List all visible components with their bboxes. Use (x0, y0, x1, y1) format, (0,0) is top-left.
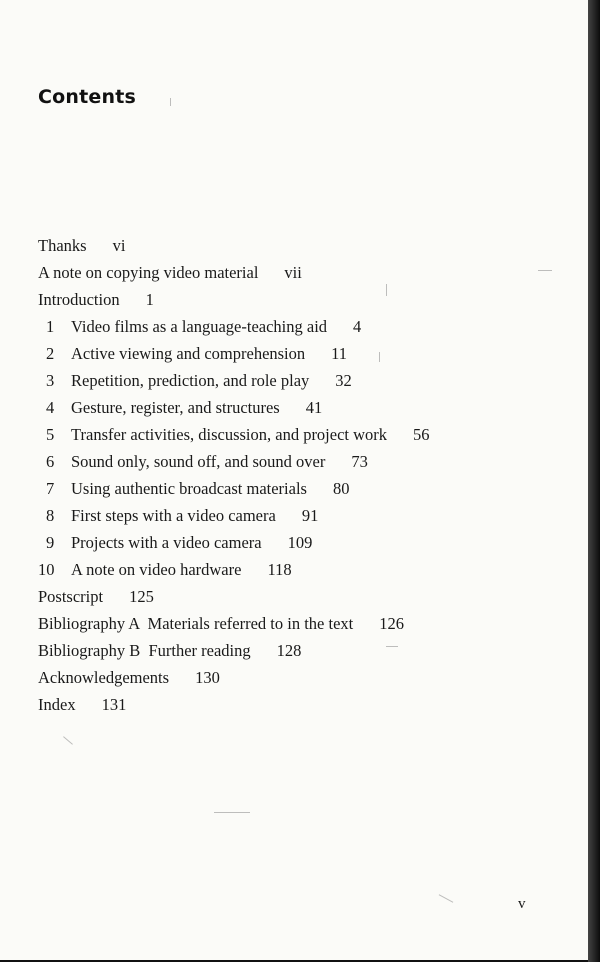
scan-speck (538, 270, 552, 271)
toc-entry-bibliography-b (38, 637, 430, 664)
entry-page: 41 (305, 398, 323, 417)
entry-title: A note on copying video material (38, 263, 259, 282)
entry-title: Repetition, prediction, and role play (71, 371, 310, 390)
entry-page: 73 (351, 452, 368, 471)
toc-entry-chapter-4 (38, 394, 430, 421)
chapter-number: 9 (46, 533, 55, 552)
entry-title: Acknowledgements (38, 668, 170, 687)
chapter-number: 7 (46, 479, 55, 498)
chapter-number: 6 (46, 452, 55, 471)
chapter-number: 1 (46, 317, 55, 336)
toc-entry-note-on-copying (38, 259, 430, 286)
toc-entry-chapter-9 (38, 529, 430, 556)
entry-page: 109 (287, 533, 313, 552)
entry-page: 11 (331, 344, 348, 363)
scan-speck (214, 812, 250, 813)
toc-entry-chapter-3 (38, 367, 430, 394)
scan-speck (386, 646, 398, 647)
entry-title: Index (38, 695, 76, 714)
scan-speck (63, 736, 73, 744)
chapter-number: 5 (46, 425, 55, 444)
scan-speck (379, 352, 380, 362)
entry-title: Transfer activities, discussion, and project work (71, 425, 388, 444)
entry-title: Gesture, register, and structures (71, 398, 280, 417)
chapter-number: 3 (46, 371, 55, 390)
toc-entry-acknowledgements (38, 664, 430, 691)
entry-title: Introduction (38, 290, 120, 309)
entry-page: 32 (335, 371, 352, 390)
entry-title: Using authentic broadcast materials (71, 479, 307, 498)
page-number: v (518, 896, 526, 912)
chapter-number: 4 (46, 398, 55, 417)
entry-page: 125 (129, 587, 154, 606)
entry-title: Postscript (38, 587, 104, 606)
toc-entry-chapter-1 (38, 313, 430, 340)
toc-entry-index (38, 691, 430, 718)
toc-entry-chapter-7 (38, 475, 430, 502)
table-of-contents (38, 232, 430, 718)
toc-entry-chapter-10 (38, 556, 430, 583)
page-edge-shadow (588, 0, 600, 962)
toc-entry-introduction (38, 286, 430, 313)
toc-entry-thanks (38, 232, 430, 259)
scan-speck (170, 98, 171, 106)
entry-page: 131 (101, 695, 127, 714)
entry-title: Bibliography A Materials referred to in the text (38, 614, 354, 633)
contents-heading: Contents (38, 86, 137, 108)
entry-title: Sound only, sound off, and sound over (71, 452, 326, 471)
toc-entry-chapter-5 (38, 421, 430, 448)
chapter-number: 8 (46, 506, 55, 525)
toc-entry-chapter-8 (38, 502, 430, 529)
entry-page: 128 (276, 641, 302, 660)
entry-page: 91 (301, 506, 319, 525)
entry-page: vi (112, 236, 126, 255)
entry-title: Video films as a language-teaching aid (71, 317, 328, 336)
toc-entry-chapter-6 (38, 448, 430, 475)
chapter-number: 2 (46, 344, 55, 363)
entry-page: vii (284, 263, 302, 282)
entry-page: 1 (145, 290, 154, 309)
entry-title: A note on video hardware (71, 560, 242, 579)
toc-entry-postscript (38, 583, 430, 610)
toc-entry-chapter-2 (38, 340, 430, 367)
entry-page: 56 (413, 425, 430, 444)
entry-title: Active viewing and comprehension (71, 344, 306, 363)
scan-speck (386, 284, 387, 296)
entry-page: 80 (332, 479, 350, 498)
entry-title: Projects with a video camera (71, 533, 262, 552)
entry-page: 126 (379, 614, 404, 633)
chapter-number: 10 (38, 560, 55, 579)
entry-page: 118 (267, 560, 292, 579)
entry-title: Bibliography B Further reading (38, 641, 251, 660)
entry-title: First steps with a video camera (71, 506, 276, 525)
entry-page: 4 (353, 317, 362, 336)
scan-speck (439, 894, 454, 902)
entry-title: Thanks (38, 236, 87, 255)
toc-entry-bibliography-a (38, 610, 430, 637)
entry-page: 130 (195, 668, 220, 687)
